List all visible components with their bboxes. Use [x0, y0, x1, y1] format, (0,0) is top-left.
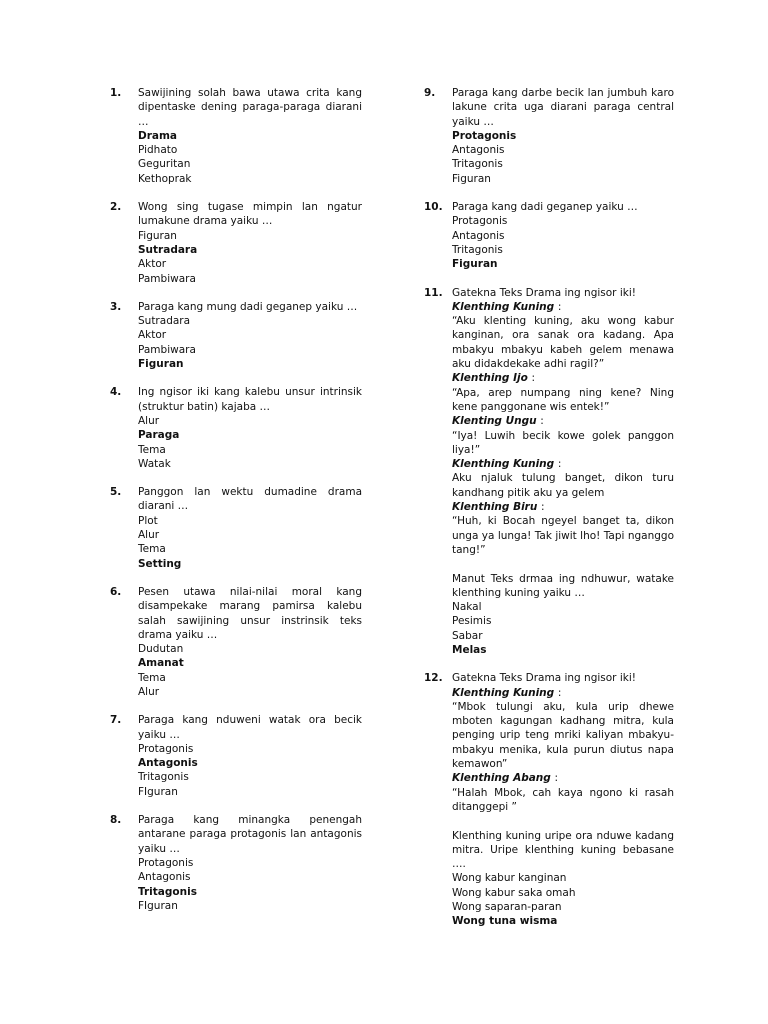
question-number: 11.: [424, 286, 443, 299]
question-11: [424, 286, 674, 658]
answer-option: Tema: [138, 671, 166, 684]
question-text: Ing ngisor iki kang kalebu unsur intrinsik (struktur batin) kajaba …: [138, 386, 362, 413]
question-5: [110, 485, 362, 571]
question-text: Paraga kang dadi geganep yaiku …: [452, 201, 638, 214]
spacer: [452, 557, 674, 571]
answer-option: FIguran: [138, 899, 178, 912]
answer-option: Aktor: [138, 258, 167, 271]
question-number: 4.: [110, 386, 122, 399]
answer-option: Tritagonis: [452, 158, 503, 171]
question-text: Paraga kang nduweni watak ora becik yaiku …: [138, 714, 362, 741]
dialogue-speaker: Klenthing Abang :: [452, 772, 558, 785]
question-number: 3.: [110, 300, 122, 313]
dialogue-speaker: Klenthing Biru :: [452, 501, 545, 514]
answer-option: Sutradara: [138, 315, 191, 328]
answer-option: Protagonis: [138, 742, 194, 755]
dialogue-line: Aku njaluk tulung banget, dikon turu kandhang pitik aku ya gelem: [452, 472, 674, 499]
answer-option: Dudutan: [138, 643, 184, 656]
question-12: [424, 671, 674, 928]
dialogue-line: “Huh, ki Bocah ngeyel banget ta, dikon unga ya lunga! Tak jiwit lho! Tapi nganggo tang!”: [452, 515, 674, 556]
question-number: 7.: [110, 714, 122, 727]
answer-option: Watak: [138, 457, 171, 470]
dialogue-speaker: Klenthing Kuning :: [452, 458, 562, 471]
question-intro: Gatekna Teks Drama ing ngisor iki!: [452, 672, 636, 685]
question-text: Paraga kang darbe becik lan jumbuh karo lakune crita uga diarani paraga central yaiku …: [452, 87, 674, 128]
question-8: [110, 813, 362, 913]
question-text: Panggon lan wektu dumadine drama diarani …: [138, 486, 362, 513]
answer-option: Alur: [138, 414, 160, 427]
answer-option-correct: Melas: [452, 643, 487, 656]
answer-option-correct: Setting: [138, 557, 182, 570]
answer-option: Figuran: [138, 229, 177, 242]
answer-option: Aktor: [138, 329, 167, 342]
answer-option-correct: Figuran: [452, 258, 498, 271]
question-text: Sawijining solah bawa utawa crita kang dipentaske dening paraga-paraga diarani …: [138, 87, 362, 128]
answer-option: Antagonis: [138, 871, 191, 884]
answer-option: Protagonis: [138, 856, 194, 869]
answer-option-correct: Protagonis: [452, 129, 517, 142]
question-text: Manut Teks drmaa ing ndhuwur, watake klenthing kuning yaiku …: [452, 572, 674, 599]
question-text: Paraga kang minangka penengah antarane paraga protagonis lan antagonis yaiku …: [138, 814, 362, 855]
answer-option: Tema: [138, 443, 166, 456]
dialogue-speaker: Klenthing Kuning :: [452, 300, 562, 313]
answer-option: Tritagonis: [138, 771, 189, 784]
answer-option-correct: Figuran: [138, 358, 184, 371]
question-number: 5.: [110, 486, 122, 499]
question-4: [110, 385, 362, 471]
question-number: 8.: [110, 814, 122, 827]
answer-option-correct: Antagonis: [138, 757, 198, 770]
question-number: 10.: [424, 201, 443, 214]
question-number: 9.: [424, 87, 436, 99]
answer-option-correct: Amanat: [138, 657, 184, 670]
dialogue-line: “Iya! Luwih becik kowe golek panggon liya!”: [452, 429, 674, 456]
answer-option: Geguritan: [138, 158, 191, 171]
answer-option: FIguran: [138, 785, 178, 798]
answer-option-correct: Drama: [138, 129, 178, 142]
question-9: [424, 86, 674, 186]
question-3: [110, 300, 362, 371]
answer-option: Antagonis: [452, 229, 505, 242]
answer-option: Wong kabur kanginan: [452, 872, 567, 885]
answer-option: Pesimis: [452, 615, 492, 628]
question-number: 6.: [110, 585, 122, 598]
dialogue-speaker: Klenting Ungu :: [452, 415, 544, 428]
answer-option: Tema: [138, 543, 166, 556]
question-text: Wong sing tugase mimpin lan ngatur lumakune drama yaiku …: [138, 201, 362, 228]
answer-option: Protagonis: [452, 215, 508, 228]
answer-option: Pidhato: [138, 144, 178, 157]
right-column: [424, 86, 674, 943]
question-10: [424, 200, 674, 271]
dialogue-line: “Mbok tulungi aku, kula urip dhewe mboten kagungan kadhang mitra, kula penging urip teng mriki kaliyan mbakyu-mbakyu menika, kula purun diutus napa kemawon”: [452, 700, 674, 771]
question-intro: Gatekna Teks Drama ing ngisor iki!: [452, 286, 636, 299]
answer-option-correct: Sutradara: [138, 243, 198, 256]
question-number: 12.: [424, 672, 443, 685]
answer-option: Figuran: [452, 172, 491, 185]
question-6: [110, 585, 362, 699]
dialogue-line: “Halah Mbok, cah kaya ngono ki rasah ditanggepi ”: [452, 786, 674, 813]
answer-option-correct: Tritagonis: [138, 885, 197, 898]
question-number: 1.: [110, 87, 122, 99]
answer-option: Antagonis: [452, 144, 505, 157]
left-column: [110, 86, 362, 927]
dialogue-speaker: Klenthing Kuning :: [452, 686, 562, 699]
question-2: [110, 200, 362, 286]
answer-option: Wong kabur saka omah: [452, 886, 576, 899]
answer-option: Alur: [138, 685, 160, 698]
question-7: [110, 713, 362, 799]
dialogue-line: “Aku klenting kuning, aku wong kabur kanginan, ora sanak ora kadang. Apa mbakyu mbakyu kabeh gelem menawa aku didakdekake adhi ragil?”: [452, 315, 674, 371]
answer-option: Tritagonis: [452, 243, 503, 256]
answer-option: Pambiwara: [138, 272, 196, 285]
question-1: [110, 86, 362, 186]
answer-option: Wong saparan-paran: [452, 901, 562, 914]
question-text: Pesen utawa nilai-nilai moral kang disampekake marang pamirsa kalebu salah sawijining unsur instrinsik teks drama yaiku …: [138, 585, 362, 641]
dialogue-speaker: Klenthing Ijo :: [452, 372, 535, 385]
answer-option: Alur: [138, 529, 160, 542]
question-text: Paraga kang mung dadi geganep yaiku …: [138, 300, 358, 313]
question-number: 2.: [110, 201, 122, 214]
answer-option: Nakal: [452, 601, 482, 614]
answer-option: Pambiwara: [138, 343, 196, 356]
dialogue-line: “Apa, arep numpang ning kene? Ning kene panggonane wis entek!”: [452, 386, 674, 413]
answer-option: Kethoprak: [138, 172, 192, 185]
answer-option: Plot: [138, 514, 158, 527]
spacer: [452, 814, 674, 828]
answer-option-correct: Wong tuna wisma: [452, 915, 558, 928]
question-text: Klenthing kuning uripe ora nduwe kadang mitra. Uripe klenthing kuning bebasane ….: [452, 829, 674, 871]
answer-option-correct: Paraga: [138, 429, 180, 442]
answer-option: Sabar: [452, 629, 483, 642]
